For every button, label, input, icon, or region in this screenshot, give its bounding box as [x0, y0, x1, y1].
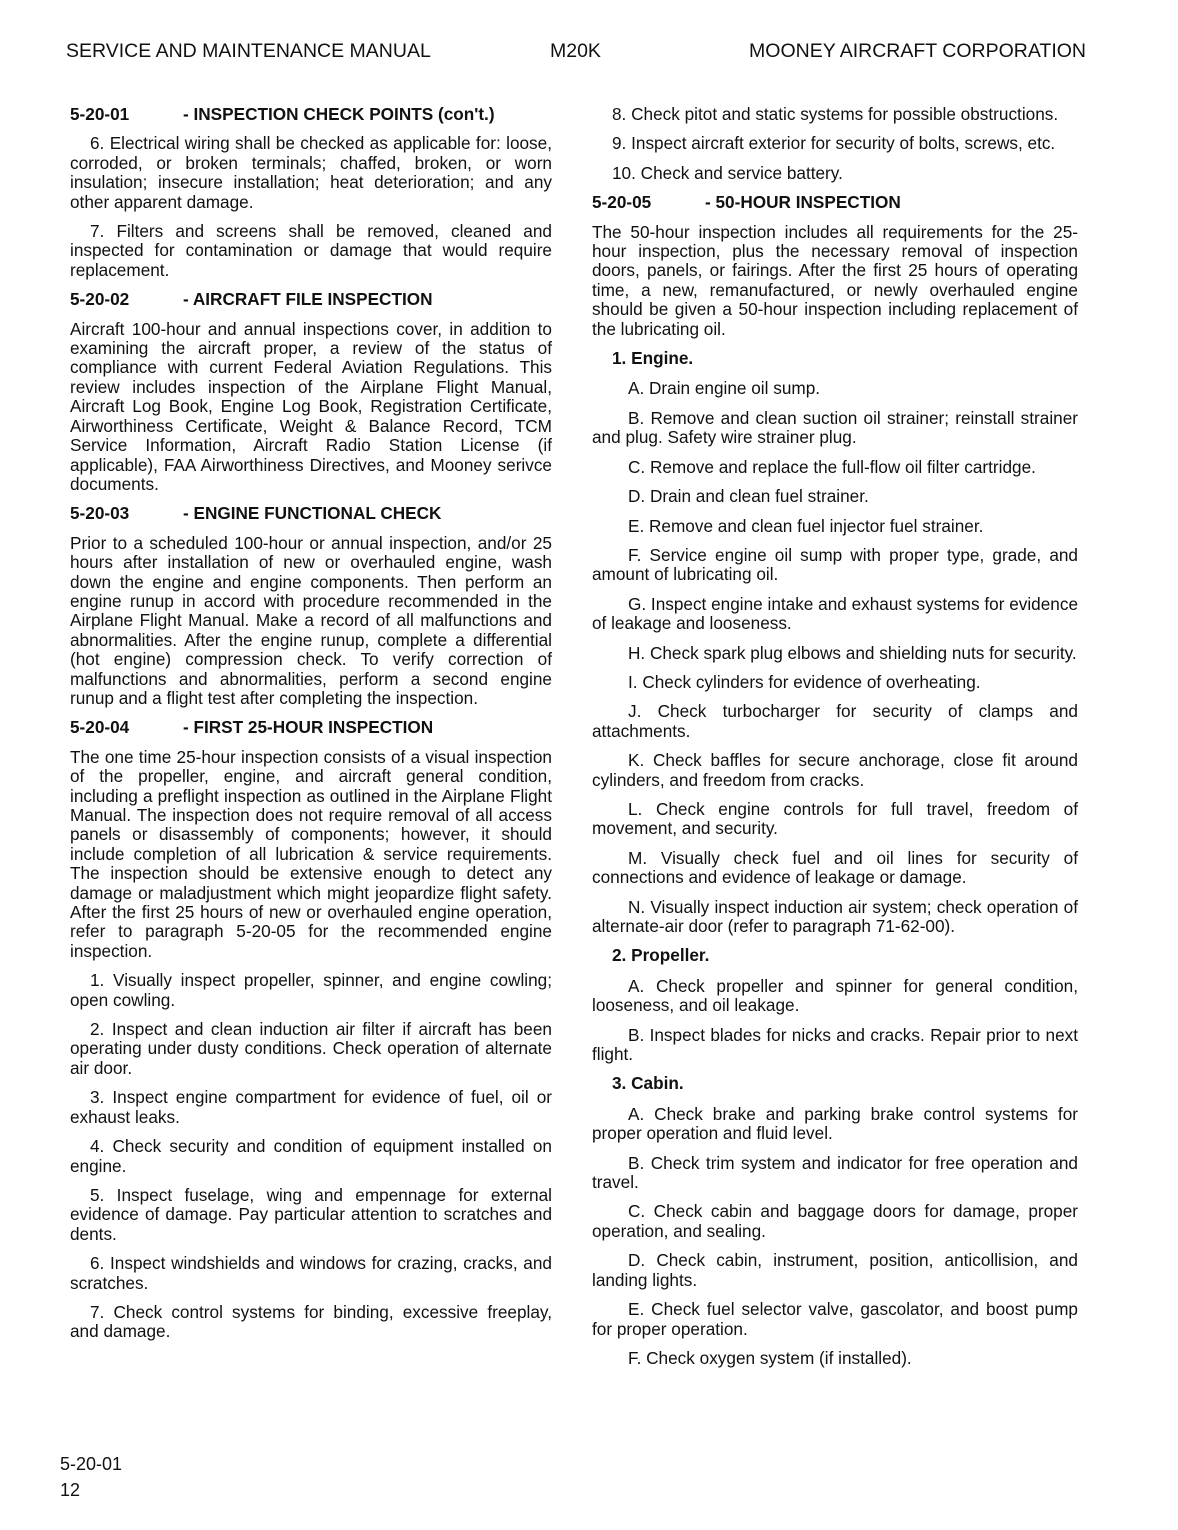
list-item: 9. Inspect aircraft exterior for security of bolts, screws, etc.: [612, 133, 1056, 154]
list-item: H. Check spark plug elbows and shielding nuts for security.: [628, 642, 1077, 663]
section-title: - FIRST 25-HOUR INSPECTION: [183, 717, 434, 738]
list-item: B. Remove and clean suction oil strainer; reinstall strainer and plug. Safety wire strainer plug.: [592, 407, 1078, 448]
footer-section-number: 5-20-01: [60, 1454, 123, 1474]
section-number: 5-20-04: [70, 717, 130, 738]
list-item: F. Service engine oil sump with proper type, grade, and amount of lubricating oil.: [592, 544, 1078, 585]
section-heading-5-20-05: [592, 193, 1078, 212]
section-heading-5-20-02: [70, 290, 552, 309]
section-number: 5-20-02: [70, 289, 130, 310]
left-column: [70, 105, 552, 1352]
page-header: [66, 40, 1086, 66]
list-item: G. Inspect engine intake and exhaust systems for evidence of leakage and looseness.: [592, 593, 1078, 634]
section-number: 5-20-05: [592, 192, 652, 213]
list-item: L. Check engine controls for full travel, freedom of movement, and security.: [592, 798, 1078, 839]
section-number: 5-20-03: [70, 503, 130, 524]
header-manual-title: SERVICE AND MAINTENANCE MANUAL: [66, 40, 431, 62]
section-number: 5-20-01: [70, 104, 130, 124]
list-item: 6. Inspect windshields and windows for crazing, cracks, and scratches.: [70, 1253, 552, 1293]
paragraph-engine-functional: Prior to a scheduled 100-hour or annual inspection, and/or 25 hours after installation of new or overhauled engine, wash down the engine and engine components. Then perform an engine runup in accord with procedure recommended in the Airplane Flight Manual. Make a record of all malfunctions and abnormalities. After the engine runup, complete a differential (hot engine) compression check. To verify correction of malfunctions and abnormalities, perform a second engine runup and a flight test after completing the inspection.: [70, 532, 552, 708]
list-item: A. Drain engine oil sump.: [628, 378, 821, 399]
list-item: 5. Inspect fuselage, wing and empennage for external evidence of damage. Pay particular attention to scratches and dents.: [70, 1184, 552, 1244]
list-item: C. Check cabin and baggage doors for damage, proper operation, and sealing.: [592, 1201, 1078, 1241]
section-title: - 50-HOUR INSPECTION: [705, 192, 901, 213]
list-item: 4. Check security and condition of equipment installed on engine.: [70, 1136, 552, 1176]
section-heading-5-20-03: [70, 504, 552, 523]
list-item: N. Visually inspect induction air system; check operation of alternate-air door (refer to paragraph 71-62-00).: [592, 896, 1078, 936]
list-item: J. Check turbocharger for security of clamps and attachments.: [592, 701, 1078, 741]
list-item: B. Check trim system and indicator for free operation and travel.: [592, 1152, 1078, 1193]
list-item: D. Check cabin, instrument, position, anticollision, and landing lights.: [592, 1250, 1078, 1290]
subheading-cabin: 3. Cabin.: [612, 1073, 684, 1094]
list-item: E. Check fuel selector valve, gascolator, and boost pump for proper operation.: [592, 1299, 1078, 1339]
header-model: M20K: [550, 40, 601, 62]
subheading-engine: 1. Engine.: [612, 348, 694, 369]
list-item: 3. Inspect engine compartment for evidence of fuel, oil or exhaust leaks.: [70, 1087, 552, 1127]
list-item: C. Remove and replace the full-flow oil filter cartridge.: [628, 456, 1036, 477]
list-item: M. Visually check fuel and oil lines for security of connections and evidence of leakage or damage.: [592, 847, 1078, 888]
subheading-propeller: 2. Propeller.: [612, 945, 710, 966]
list-item: 8. Check pitot and static systems for possible obstructions.: [612, 104, 1059, 124]
paragraph-aircraft-file: Aircraft 100-hour and annual inspections cover, in addition to examining the aircraft proper, a review of the status of compliance with current Federal Aviation Regulations. This review includes inspection of the Airplane Flight Manual, Aircraft Log Book, Engine Log Book, Registration Certificate, Airworthiness Certificate, Weight & Balance Record, TCM Service Information, Aircraft Radio Station License (if applicable), FAA Airworthiness Directives, and Mooney serivce documents.: [70, 318, 552, 494]
list-item: E. Remove and clean fuel injector fuel strainer.: [628, 515, 984, 536]
section-heading-5-20-04: [70, 718, 552, 737]
section-heading-5-20-01: [70, 105, 552, 124]
paragraph-50-hour: The 50-hour inspection includes all requirements for the 25-hour inspection, plus the necessary removal of inspection doors, panels, or fairings. After the first 25 hours of operating time, a new, remanufactured, or newly overhauled engine should be given a 50-hour inspection including replacement of the lubricating oil.: [592, 221, 1078, 339]
section-title: - ENGINE FUNCTIONAL CHECK: [183, 503, 442, 524]
list-item: A. Check brake and parking brake control systems for proper operation and fluid level.: [592, 1103, 1078, 1144]
list-item: 2. Inspect and clean induction air filter if aircraft has been operating under dusty conditions. Check operation of alternate air door.: [70, 1019, 552, 1078]
list-item: F. Check oxygen system (if installed).: [628, 1347, 912, 1368]
list-item: 7. Check control systems for binding, excessive freeplay, and damage.: [70, 1301, 552, 1342]
footer-page-number: 12: [60, 1480, 81, 1500]
list-item: B. Inspect blades for nicks and cracks. Repair prior to next flight.: [592, 1024, 1078, 1065]
header-company: MOONEY AIRCRAFT CORPORATION: [749, 40, 1086, 62]
paragraph-electrical-wiring: 6. Electrical wiring shall be checked as applicable for: loose, corroded, or broken terminals; chaffed, broken, or worn insulation; insecure installation; heat deterioration; and any other apparent damage.: [70, 133, 552, 212]
paragraph-first-25-hour: The one time 25-hour inspection consists of a visual inspection of the propeller, engine, and aircraft general condition, including a preflight inspection as outlined in the Airplane Flight Manual. The inspection does not require removal of all access panels or disassembly of components; however, it should include completion of all lubrication & service requirements. The inspection should be extensive enough to detect any damage or maladjustment which might jeopardize flight safety. After the first 25 hours of new or overhauled engine operation, refer to paragraph 5-20-05 for the recommended engine inspection.: [70, 746, 552, 961]
list-item: K. Check baffles for secure anchorage, close fit around cylinders, and freedom from cracks.: [592, 750, 1078, 790]
list-item: 1. Visually inspect propeller, spinner, and engine cowling; open cowling.: [70, 970, 552, 1010]
section-title: - AIRCRAFT FILE INSPECTION: [183, 289, 433, 310]
list-item: 10. Check and service battery.: [612, 162, 843, 183]
list-item: D. Drain and clean fuel strainer.: [628, 486, 869, 507]
section-title: - INSPECTION CHECK POINTS (con't.): [183, 104, 495, 124]
paragraph-filters-screens: 7. Filters and screens shall be removed, cleaned and inspected for contamination or damage that would require replacement.: [70, 221, 552, 280]
list-item: A. Check propeller and spinner for general condition, looseness, and oil leakage.: [592, 975, 1078, 1016]
right-column: [592, 105, 1078, 1378]
list-item: I. Check cylinders for evidence of overheating.: [628, 671, 981, 692]
page-footer: [60, 1451, 122, 1503]
